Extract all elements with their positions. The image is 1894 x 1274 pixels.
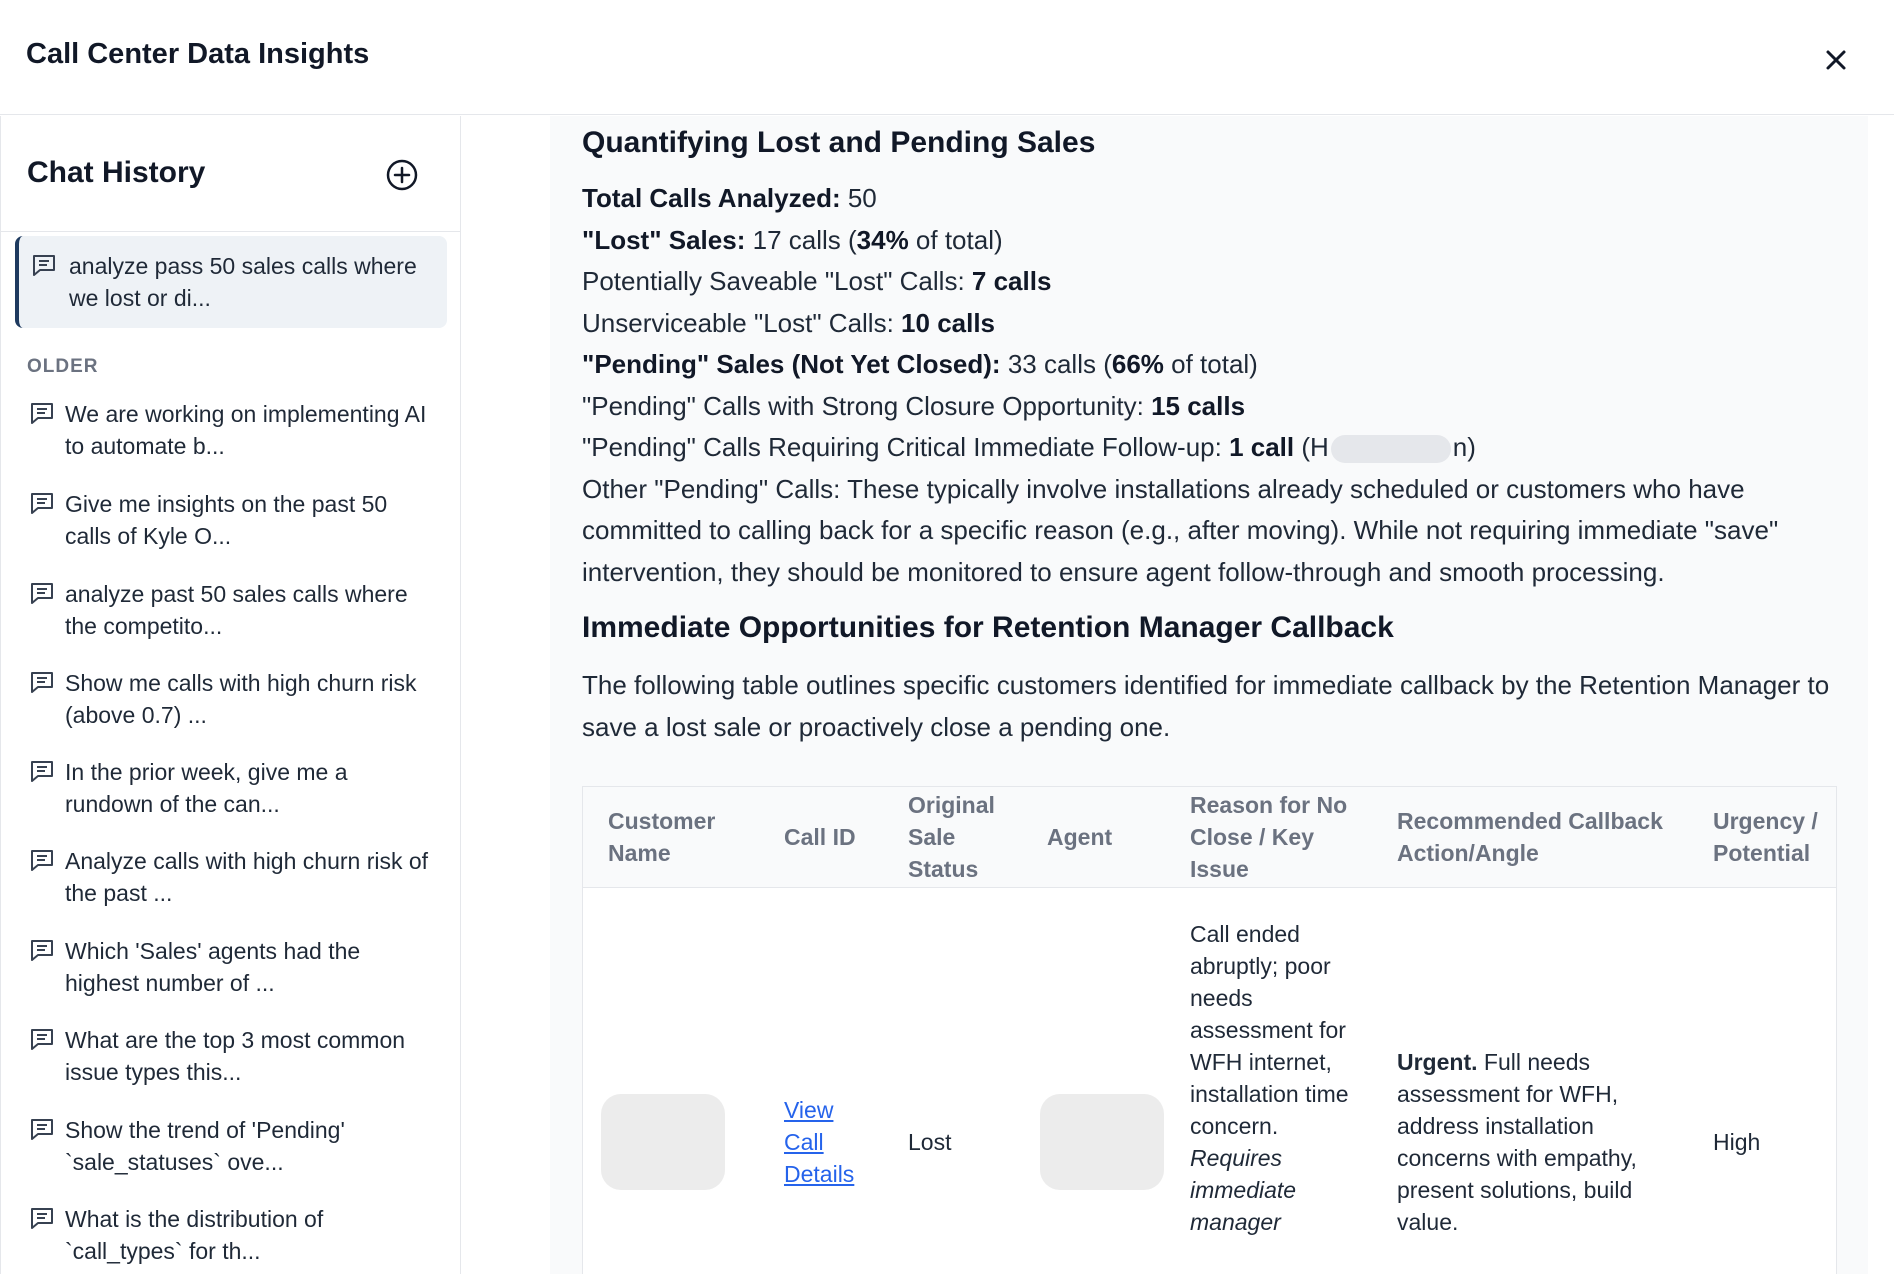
- chat-item[interactable]: [15, 564, 447, 656]
- new-chat-button[interactable]: [383, 156, 421, 194]
- chat-bubble-icon: [29, 669, 55, 695]
- chat-item[interactable]: [15, 742, 447, 834]
- col-header-call-id: Call ID: [784, 823, 856, 850]
- redacted-name: [1331, 435, 1451, 463]
- chat-item[interactable]: [15, 831, 447, 923]
- chat-item-label: Give me insights on the past 50 calls of Kyle O...: [65, 491, 388, 549]
- stat-critical-followup: "Pending" Calls Requiring Critical Immediate Follow-up: 1 call (H n): [582, 432, 1476, 462]
- chat-bubble-icon: [29, 1205, 55, 1231]
- close-button[interactable]: [1816, 40, 1856, 80]
- cell-status: Lost: [908, 1129, 952, 1156]
- chat-item[interactable]: [15, 474, 447, 566]
- stat-unserviceable: Unserviceable "Lost" Calls: 10 calls: [582, 307, 996, 338]
- chat-bubble-icon: [29, 758, 55, 784]
- chat-item-label: We are working on implementing AI to automate b...: [65, 401, 427, 459]
- chat-item-label: Show me calls with high churn risk (above 0.7) ...: [65, 670, 417, 728]
- col-header-reason: Reason for No Close / Key Issue: [1190, 791, 1348, 882]
- report-panel: [550, 116, 1868, 1274]
- chat-item[interactable]: [15, 384, 447, 476]
- chat-item-label: What is the distribution of `call_types` for th...: [65, 1206, 324, 1264]
- col-header-customer: Customer Name: [608, 807, 716, 866]
- col-header-status: Original Sale Status: [908, 791, 995, 882]
- stat-strong-closure: "Pending" Calls with Strong Closure Opportunity: 15 calls: [582, 390, 1246, 421]
- chat-item-label: Analyze calls with high churn risk of the past ...: [65, 848, 429, 906]
- chat-item[interactable]: [15, 653, 447, 745]
- cell-call-id: [759, 887, 883, 1274]
- redacted-agent-name: [1040, 1094, 1164, 1190]
- col-header-urgency: Urgency / Potential: [1713, 807, 1818, 866]
- view-call-details-link[interactable]: View Call Details: [784, 1097, 855, 1188]
- section-intro: The following table outlines specific customers identified for immediate callback by the Retention Manager to save a lost sale or proactively close a pending one.: [582, 670, 1830, 742]
- col-header-agent: Agent: [1047, 823, 1113, 850]
- chat-item-label: analyze pass 50 sales calls where we lost or di...: [69, 253, 417, 311]
- col-header-action: Recommended Callback Action/Angle: [1397, 807, 1663, 866]
- section-title-retention: Immediate Opportunities for Retention Manager Callback: [582, 611, 1394, 644]
- cell-reason: Call ended abruptly; poor needs assessment for WFH internet, installation time concern. Requires immediate manager: [1190, 920, 1349, 1235]
- chat-item-label: In the prior week, give me a rundown of the can...: [65, 759, 348, 817]
- close-icon: [1816, 40, 1856, 80]
- chat-item[interactable]: [15, 1100, 447, 1192]
- chat-bubble-icon: [31, 252, 57, 278]
- section-title-lost-pending: Quantifying Lost and Pending Sales: [582, 126, 1096, 159]
- app-header: [0, 0, 1894, 115]
- chat-item-label: analyze past 50 sales calls where the competito...: [65, 581, 408, 639]
- app-title: Call Center Data Insights: [26, 38, 370, 70]
- chat-item[interactable]: [15, 921, 447, 1013]
- table-header-row: [583, 787, 1837, 887]
- sidebar-title: Chat History: [27, 156, 206, 189]
- chat-bubble-icon: [29, 400, 55, 426]
- chat-bubble-icon: [29, 580, 55, 606]
- chat-bubble-icon: [29, 1116, 55, 1142]
- chat-bubble-icon: [29, 490, 55, 516]
- chat-bubble-icon: [29, 847, 55, 873]
- chat-bubble-icon: [29, 937, 55, 963]
- plus-circle-icon: [383, 156, 421, 194]
- chat-item-label: Which 'Sales' agents had the highest number of ...: [65, 938, 361, 996]
- chat-bubble-icon: [29, 1026, 55, 1052]
- callback-table: [582, 786, 1837, 1274]
- stat-pending-sales: "Pending" Sales (Not Yet Closed): 33 calls (66% of total): [582, 349, 1258, 379]
- chat-history-sidebar: [0, 116, 461, 1274]
- chat-item[interactable]: [15, 1010, 447, 1102]
- redacted-customer-name: [601, 1094, 725, 1190]
- stat-saveable: Potentially Saveable "Lost" Calls: 7 calls: [582, 266, 1052, 296]
- stat-total-calls: Total Calls Analyzed: 50: [582, 183, 877, 213]
- chat-item-label: What are the top 3 most common issue types this...: [65, 1027, 406, 1085]
- sidebar-header: [1, 116, 461, 232]
- stats-list: [582, 178, 1842, 593]
- chat-item-label: Show the trend of 'Pending' `sale_statuses` ove...: [65, 1117, 345, 1175]
- table-row: [583, 887, 1837, 1274]
- stat-lost-sales: "Lost" Sales: 17 calls (34% of total): [582, 224, 1003, 255]
- older-section-label: OLDER: [27, 356, 99, 377]
- cell-urgency: High: [1713, 1129, 1761, 1156]
- cell-action: Urgent. Full needs assessment for WFH, address installation concerns with empathy, present solutions, build value.: [1397, 1049, 1637, 1236]
- chat-item-active[interactable]: [15, 236, 447, 328]
- cell-customer: [583, 887, 759, 1274]
- chat-item[interactable]: [15, 1189, 447, 1274]
- cell-agent: [1022, 887, 1165, 1274]
- stat-other-pending: Other "Pending" Calls: These typically involve installations already scheduled or customers who have committed to calling back for a specific reason (e.g., after moving). While not requiring immediate "save" intervention, they should be monitored to ensure agent follow-through and smooth processing.: [582, 473, 1779, 587]
